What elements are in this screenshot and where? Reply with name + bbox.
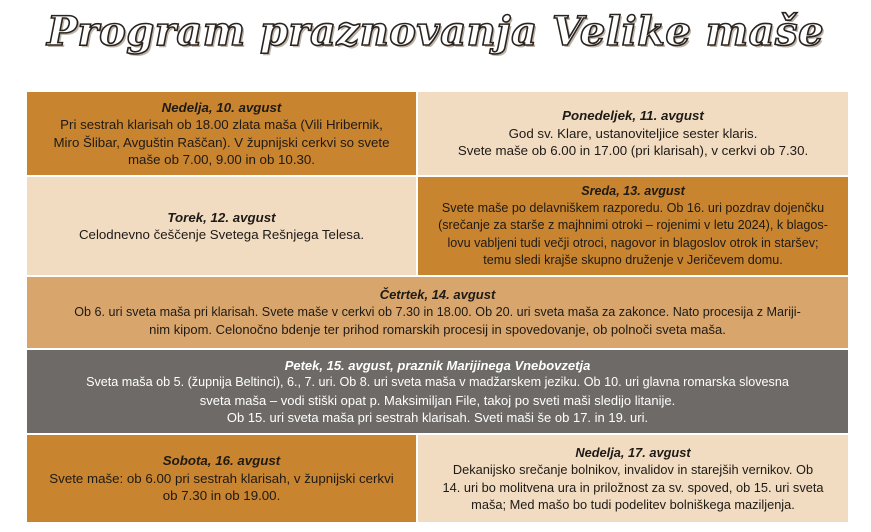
day-text-line: maše ob 7.00, 9.00 in ob 10.30. xyxy=(127,152,316,167)
day-text-line: God sv. Klare, ustanoviteljice sester klaris. xyxy=(508,125,758,141)
schedule-row xyxy=(27,435,848,522)
day-block-petek-15 xyxy=(27,350,848,433)
schedule-row xyxy=(27,92,848,175)
day-heading: Četrtek, 14. avgust xyxy=(379,287,496,303)
day-text-line: maša; Med mašo bo tudi podelitev bolniškega maziljenja. xyxy=(471,497,795,512)
schedule-row xyxy=(27,177,848,275)
day-text-line: temu sledi krajše skupno druženje v Jeričevem domu. xyxy=(483,252,783,267)
day-block-torek-12 xyxy=(27,177,416,275)
day-text-line: Pri sestrah klarisah ob 18.00 zlata maša (Vili Hribernik, xyxy=(60,117,383,132)
day-text-line: (srečanje za starše z majhnimi otroki – rojenimi v letu 2024), k blagos- xyxy=(438,218,828,233)
day-text-line: Miro Šlibar, Avguštin Raščan). V župnijski cerkvi so svete xyxy=(53,134,390,150)
day-text-line: Svete maše ob 6.00 in 17.00 (pri klarisah), v cerkvi ob 7.30. xyxy=(457,143,809,159)
day-heading: Ponedeljek, 11. avgust xyxy=(562,108,704,124)
day-text-line: Ob 6. uri sveta maša pri klarisah. Svete maše v cerkvi ob 7.30 in 18.00. Ob 20. uri sveta maša za zakonce. Nato procesija z Mariji- xyxy=(74,304,801,319)
day-heading: Petek, 15. avgust, praznik Marijinega Vnebovzetja xyxy=(284,357,591,373)
day-heading: Nedelja, 10. avgust xyxy=(161,99,282,115)
day-text-line: Svete maše: ob 6.00 pri sestrah klarisah, v župnijski cerkvi xyxy=(49,470,394,486)
day-block-ponedeljek-11 xyxy=(418,92,848,175)
day-text-line: 14. uri bo molitvena ura in priložnost za sv. spoved, ob 15. uri sveta xyxy=(442,479,824,495)
day-heading: Torek, 12. avgust xyxy=(167,209,276,225)
day-text-line: Dekanijsko srečanje bolnikov, invalidov in starejših vernikov. Ob xyxy=(452,462,814,477)
day-text-line: lovu vabljeni tudi večji otroci, nagovor in blagoslov otrok in staršev; xyxy=(447,235,819,250)
day-text-line: Ob 15. uri sveta maša pri sestrah klarisah. Sveti maši še ob 17. in 19. uri. xyxy=(226,410,649,425)
day-text-line: sveta maša – vodi stiški opat p. Maksimiljan File, takoj po sveti maši sledijo litanije. xyxy=(199,392,676,408)
day-text-line: ob 7.30 in ob 19.00. xyxy=(162,488,281,504)
day-text-line: Celodnevno češčenje Svetega Rešnjega Telesa. xyxy=(78,227,365,242)
day-text-line: Svete maše po delavniškem razporedu. Ob 16. uri pozdrav dojenčku xyxy=(441,201,825,216)
page-title: Program praznovanja Velike maše xyxy=(46,8,825,55)
program-schedule xyxy=(27,92,848,522)
day-heading: Sreda, 13. avgust xyxy=(581,183,685,198)
day-block-cetrtek-14 xyxy=(27,277,848,348)
day-heading: Sobota, 16. avgust xyxy=(162,453,281,469)
day-text-line: nim kipom. Celonočno bdenje ter prihod romarskih procesij in spovedovanje, ob polnoči sveta maša. xyxy=(149,322,726,338)
day-block-sreda-13 xyxy=(418,177,848,275)
day-block-nedelja-17 xyxy=(418,435,848,522)
day-block-nedelja-10 xyxy=(27,92,416,175)
day-text-line: Sveta maša ob 5. (župnija Beltinci), 6., 7. uri. Ob 8. uri sveta maša v madžarskem jeziku. Ob 10. uri glavna romarska slovesna xyxy=(86,375,789,389)
day-block-sobota-16 xyxy=(27,435,416,522)
day-heading: Nedelja, 17. avgust xyxy=(575,444,691,460)
